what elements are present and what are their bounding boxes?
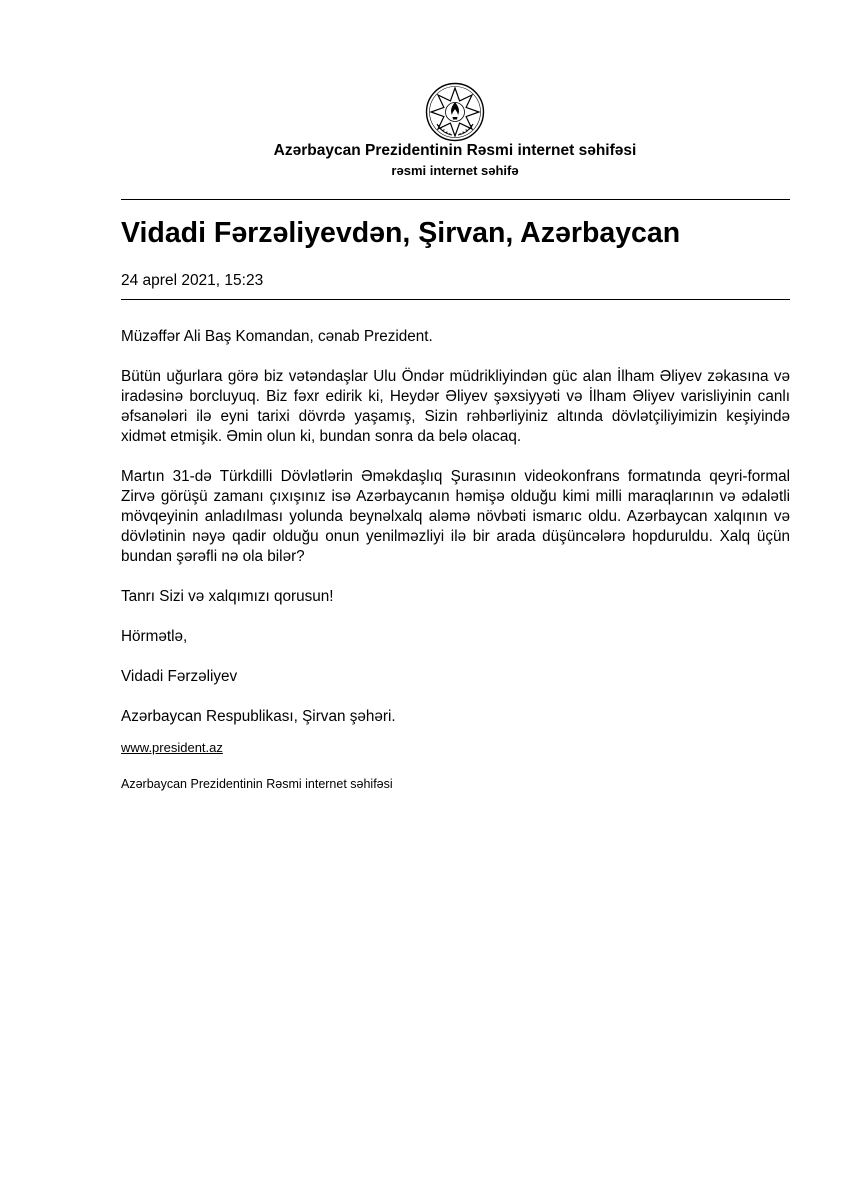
- website-link[interactable]: www.president.az: [121, 740, 223, 755]
- greeting-paragraph: Müzəffər Ali Baş Komandan, cənab Prezident.: [121, 328, 433, 345]
- body-paragraph: Martın 31-də Türkdilli Dövlətlərin Əməkdaşlıq Şurasının videokonfrans formatında qeyri-formal Zirvə görüşü zamanı çıxışınız isə Azərbaycanın həmişə olduğu kimi milli maraqlarının və ədalətli mövqeyinin anladılması yolunda beynəlxalq aləmə növbəti ismarıc oldu. Azərbaycan xalqının və dövlətinin nəyə qadir olduğu onun yenilməzliyi ilə bir arada düşüncələrə hopduruldu. Xalq üçün bundan şərəfli nə ola bilər?: [121, 468, 790, 565]
- blessing-line: Tanrı Sizi və xalqımızı qorusun!: [121, 588, 334, 605]
- header-divider: [121, 199, 790, 200]
- site-subtitle: rəsmi internet səhifə: [391, 163, 519, 178]
- footer-note: Azərbaycan Prezidentinin Rəsmi internet səhifəsi: [121, 777, 393, 791]
- azerbaijan-state-emblem-icon: [425, 82, 485, 142]
- body-paragraph: Bütün uğurlara görə biz vətəndaşlar Ulu Öndər müdrikliyindən güc alan İlham Əliyev zəkasına və iradəsinə borcluyuq. Biz fəxr edirik ki, Heydər Əliyev şəxsiyyəti və İlham Əliyev varisliyinin canlı əfsanələri ilə eyni tarixi dövrdə yaşamış, Sizin rəhbərliyiniz altında dövlətçiliyimizin keşiyində xidmət etmişik. Əmin olun ki, bundan sonra da belə olacaq.: [121, 368, 790, 445]
- article-title: Vidadi Fərzəliyevdən, Şirvan, Azərbaycan: [121, 217, 681, 249]
- closing-line: Hörmətlə,: [121, 628, 188, 645]
- site-title: Azərbaycan Prezidentinin Rəsmi internet səhifəsi: [273, 142, 637, 159]
- author-location: Azərbaycan Respublikası, Şirvan şəhəri.: [121, 708, 396, 725]
- author-name: Vidadi Fərzəliyev: [121, 668, 238, 685]
- title-divider: [121, 299, 790, 300]
- article-date: 24 aprel 2021, 15:23: [121, 272, 264, 289]
- article-body: [121, 327, 790, 813]
